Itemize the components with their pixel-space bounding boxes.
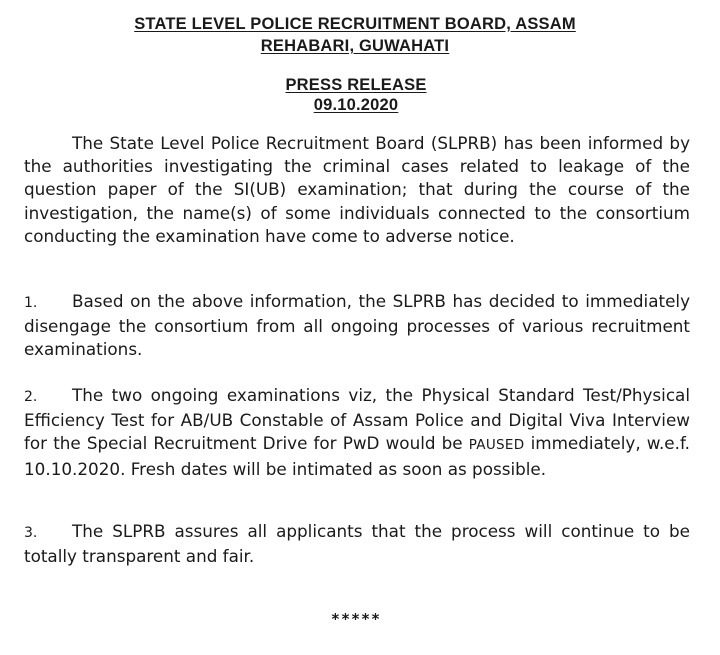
point-2 — [24, 384, 690, 481]
intro-paragraph: The State Level Police Recruitment Board (SLPRB) has been informed by the authorities investigating the criminal cases related to leakage of the question paper of the SI(UB) examination; that during the course of the investigation, the name(s) of some individuals connected to the consortium conducting the examination have come to adverse notice. — [24, 133, 690, 246]
end-mark: ***** — [330, 610, 382, 628]
point-1 — [24, 290, 690, 362]
point-2-text-after: immediately, w.e.f. 10.10.2020. Fresh dates will be intimated as soon as possible. — [24, 433, 690, 479]
release-date: 09.10.2020 — [313, 96, 399, 114]
point-2-emphasis: PAUSED — [468, 437, 525, 454]
point-3-number: 3. — [24, 525, 38, 541]
point-2-text-before: The two ongoing examinations viz, the Physical Standard Test/Physical Efficiency Test for AB/UB Constable of Assam Police and Digital Viva Interview for the Special Recruitment Drive for PwD would be — [24, 385, 690, 454]
point-3-text: The SLPRB assures all applicants that the process will continue to be totally transparent and fair. — [24, 521, 690, 567]
document-title: PRESS RELEASE — [285, 76, 427, 94]
point-2-number: 2. — [24, 389, 38, 405]
point-1-number: 1. — [24, 295, 38, 311]
board-name: STATE LEVEL POLICE RECRUITMENT BOARD, ASSAM — [134, 15, 576, 33]
board-location: REHABARI, GUWAHATI — [260, 37, 450, 55]
point-1-text: Based on the above information, the SLPRB has decided to immediately disengage the consortium from all ongoing processes of various recruitment examinations. — [24, 291, 690, 360]
point-3 — [24, 520, 690, 568]
